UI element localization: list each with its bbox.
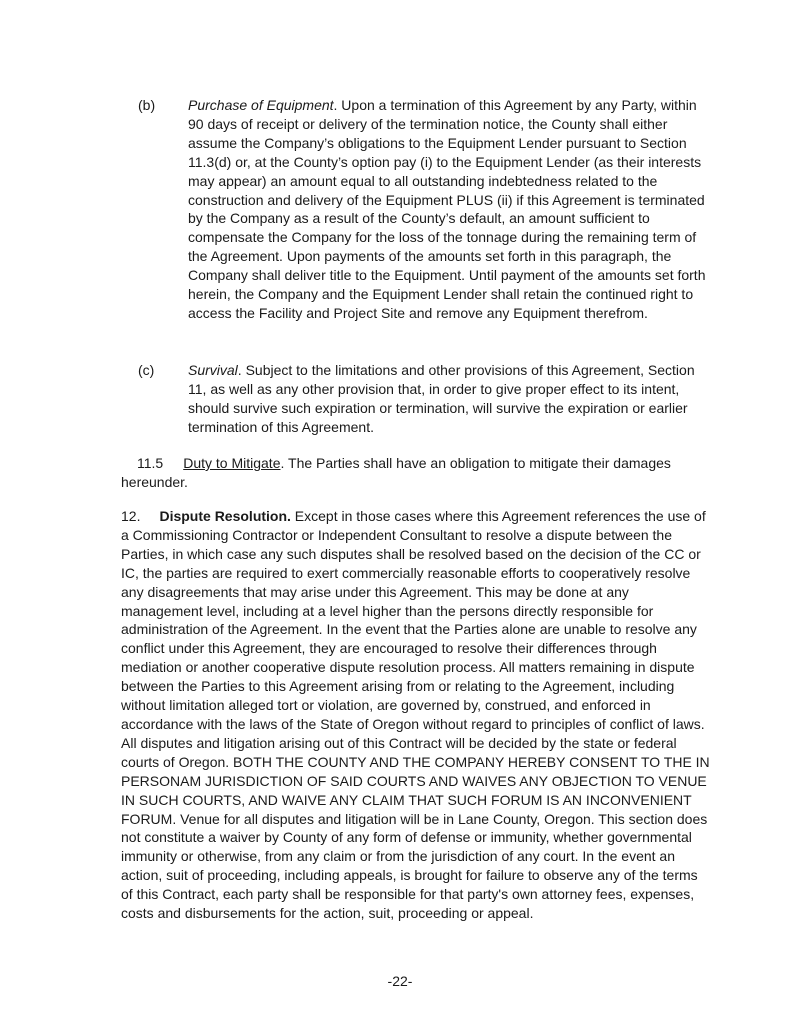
section-12-number: 12. — [121, 508, 141, 524]
section-12-paragraph — [121, 507, 711, 923]
section-12-text: Except in those cases where this Agreement references the use of a Commissioning Contractor or Independent Consultant to resolve a dispute between the Parties, in which case any such disputes shall be resolved based on the decision of the CC or IC, the parties are required to exert commercially reasonable efforts to cooperatively resolve any disagreements that may arise under this Agreement. This may be done at any management level, including at a level higher than the persons directly responsible for administration of the Agreement. In the event that the Parties alone are unable to resolve any conflict under this Agreement, they are encouraged to resolve their differences through mediation or another cooperative dispute resolution process. All matters remaining in dispute between the Parties to this Agreement arising from or relating to the Agreement, including without limitation alleged tort or violation, are governed by, construed, and enforced in accordance with the laws of the State of Oregon without regard to principles of conflict of laws. All disputes and litigation arising out of this Contract will be decided by the state or federal courts of Oregon. BOTH THE COUNTY AND THE COMPANY HEREBY CONSENT TO THE IN PERSONAM JURISDICTION OF SAID COURTS AND WAIVES ANY OBJECTION TO VENUE IN SUCH COURTS, AND WAIVE ANY CLAIM THAT SUCH FORUM IS AN INCONVENIENT FORUM. Venue for all disputes and litigation will be in Lane County, Oregon. This section does not constitute a waiver by County of any form of defense or immunity, whether governmental immunity or otherwise, from any claim or from the jurisdiction of any court. In the event an action, suit of proceeding, including appeals, is brought for failure to observe any of the terms of this Contract, each party shall be responsible for that party's own attorney fees, expenses, costs and disbursements for the action, suit, proceeding or appeal. — [121, 508, 710, 922]
subsection-c-paragraph — [188, 361, 716, 437]
section-12-heading: Dispute Resolution. — [159, 508, 291, 524]
subsection-b-text: . Upon a termination of this Agreement by any Party, within 90 days of receipt or delivery of the termination notice, the County shall either assume the Company’s obligations to the Equipment Lender pursuant to Section 11.3(d) or, at the County’s option pay (i) to the Equipment Lender (as their interests may appear) an amount equal to all outstanding indebtedness related to the construction and delivery of the Equipment PLUS (ii) if this Agreement is terminated by the Company as a result of the County’s default, an amount sufficient to compensate the Company for the loss of the tonnage during the remaining term of the Agreement. Upon payments of the amounts set forth in this paragraph, the Company shall deliver title to the Equipment. Until payment of the amounts set forth herein, the Company and the Equipment Lender shall retain the continued right to access the Facility and Project Site and remove any Equipment therefrom. — [188, 97, 706, 321]
subsection-b-label: (b) — [138, 97, 156, 113]
subsection-c-label: (c) — [138, 362, 155, 378]
subsection-b-heading: Purchase of Equipment — [188, 97, 334, 113]
subsection-c-text: . Subject to the limitations and other provisions of this Agreement, Section 11, as well as any other provision that, in order to give proper effect to its intent, should survive such expiration or termination, will survive the expiration or earlier termination of this Agreement. — [188, 362, 695, 435]
subsection-b-paragraph — [188, 96, 716, 323]
section-11-5-paragraph — [121, 454, 711, 492]
page-number: -22- — [387, 973, 413, 989]
subsection-c-heading: Survival — [188, 362, 238, 378]
section-11-5-text: . The Parties shall have an obligation to mitigate their damages hereunder. — [121, 455, 671, 490]
section-11-5-heading: Duty to Mitigate — [183, 455, 281, 471]
section-11-5-number: 11.5 — [137, 455, 164, 471]
